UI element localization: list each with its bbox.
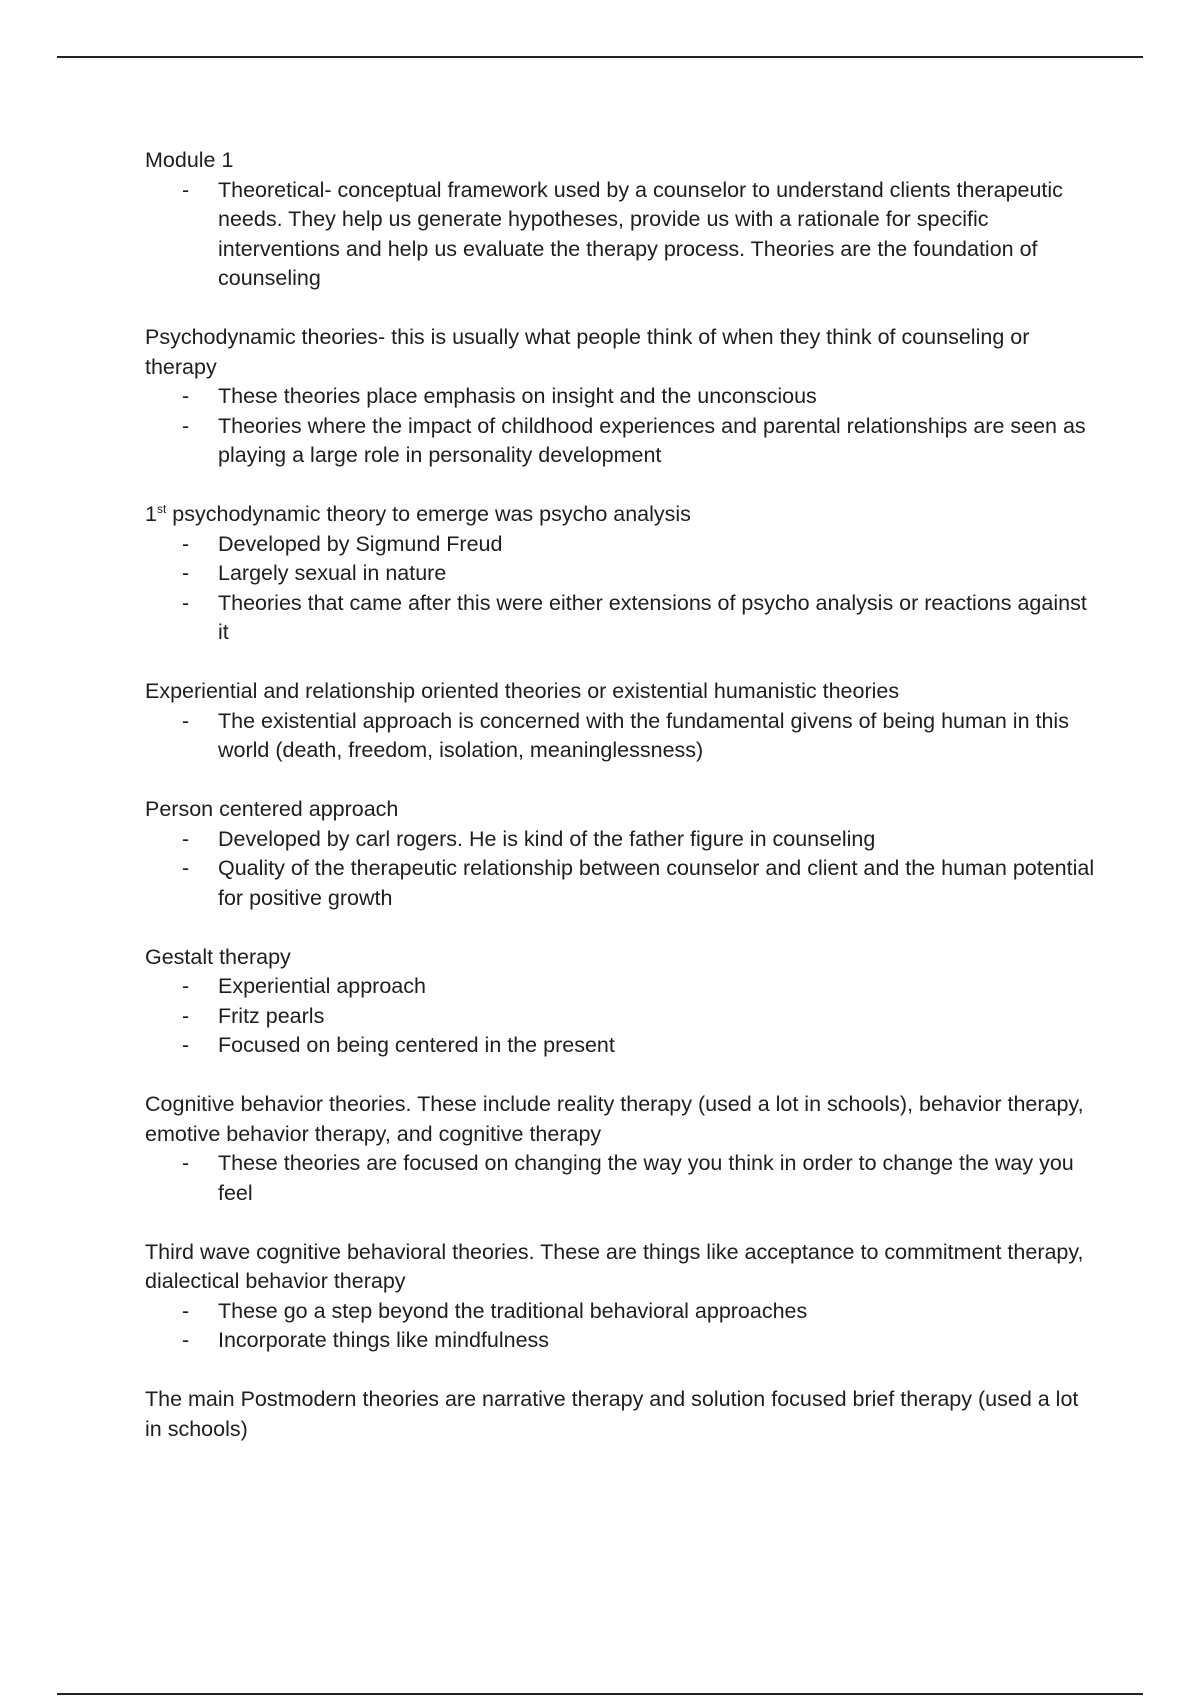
list-item [182, 1149, 1095, 1208]
bullet-list [145, 382, 1095, 471]
section-module-1 [145, 146, 1095, 294]
list-item [182, 854, 1095, 913]
list-item-text: Developed by Sigmund Freud [218, 531, 503, 556]
bullet-list [145, 972, 1095, 1061]
list-item [182, 707, 1095, 766]
list-item [182, 825, 1095, 855]
bullet-dash: - [182, 531, 190, 556]
bullet-dash: - [182, 1328, 190, 1352]
list-item-text: Fritz pearls [218, 1003, 325, 1028]
bullet-dash: - [182, 1151, 190, 1175]
section-heading-text: psychodynamic theory to emerge was psycho analysis [166, 502, 691, 526]
list-item [182, 1326, 1095, 1356]
bullet-dash: - [182, 1298, 190, 1323]
section-experiential [145, 677, 1095, 766]
ordinal-number: 1 [145, 502, 157, 526]
section-heading [145, 500, 1095, 530]
bullet-list [145, 176, 1095, 294]
list-item [182, 1031, 1095, 1061]
section-cognitive-behavior [145, 1090, 1095, 1208]
bullet-dash: - [182, 856, 190, 880]
list-item-text: Theories where the impact of childhood experiences and parental relationships are seen as playing a large role in personality development [218, 413, 1086, 467]
bottom-rule [57, 1693, 1143, 1695]
list-item-text: Theories that came after this were either extensions of psycho analysis or reactions against it [218, 590, 1087, 644]
list-item-text: Developed by carl rogers. He is kind of the father figure in counseling [218, 826, 876, 851]
section-heading: Gestalt therapy [145, 944, 291, 969]
section-heading: The main Postmodern theories are narrative therapy and solution focused brief therapy (used a lot in schools) [145, 1387, 1079, 1441]
list-item-text: The existential approach is concerned with the fundamental givens of being human in this world (death, freedom, isolation, meaninglessness) [218, 708, 1069, 762]
bullet-list [145, 825, 1095, 914]
document-body [145, 146, 1095, 1474]
bullet-list [145, 530, 1095, 648]
list-item [182, 176, 1095, 294]
section-heading: Psychodynamic theories- this is usually what people think of when they think of counseling or therapy [145, 325, 1030, 379]
bullet-dash: - [182, 1003, 190, 1028]
bullet-dash: - [182, 384, 190, 408]
bullet-dash: - [182, 708, 190, 733]
bullet-list [145, 1149, 1095, 1208]
list-item [182, 589, 1095, 648]
bullet-dash: - [182, 413, 190, 438]
section-third-wave [145, 1238, 1095, 1356]
list-item-text: These go a step beyond the traditional behavioral approaches [218, 1298, 808, 1323]
list-item-text: Incorporate things like mindfulness [218, 1328, 550, 1352]
section-heading: Experiential and relationship oriented theories or existential humanistic theories [145, 679, 900, 703]
section-heading: Module 1 [145, 148, 234, 172]
section-postmodern [145, 1385, 1095, 1444]
list-item-text: Theoretical- conceptual framework used by a counselor to understand clients therapeutic needs. They help us generate hypotheses, provide us with a rationale for specific interventions and help us evaluate the therapy process. Theories are the foundation of counseling [218, 177, 1063, 290]
section-heading: Cognitive behavior theories. These include reality therapy (used a lot in schools), behavior therapy, emotive behavior therapy, and cognitive therapy [145, 1092, 1084, 1146]
ordinal-suffix: st [156, 501, 167, 516]
list-item-text: Largely sexual in nature [218, 561, 447, 585]
top-rule [57, 56, 1143, 58]
list-item [182, 1297, 1095, 1327]
bullet-dash: - [182, 826, 190, 851]
list-item [182, 382, 1095, 412]
list-item [182, 972, 1095, 1002]
list-item-text: Quality of the therapeutic relationship between counselor and client and the human potential for positive growth [218, 856, 1095, 910]
section-person-centered [145, 795, 1095, 913]
list-item-text: Focused on being centered in the present [218, 1033, 615, 1057]
section-gestalt [145, 943, 1095, 1061]
list-item [182, 412, 1095, 471]
list-item-text: These theories are focused on changing the way you think in order to change the way you feel [218, 1151, 1074, 1205]
bullet-dash: - [182, 561, 190, 585]
list-item [182, 1002, 1095, 1032]
bullet-list [145, 1297, 1095, 1356]
bullet-dash: - [182, 177, 190, 202]
list-item [182, 559, 1095, 589]
bullet-dash: - [182, 590, 190, 615]
section-psychodynamic [145, 323, 1095, 471]
section-heading: Third wave cognitive behavioral theories. These are things like acceptance to commitment therapy, dialectical behavior therapy [145, 1239, 1084, 1293]
bullet-list [145, 707, 1095, 766]
bullet-dash: - [182, 1033, 190, 1057]
list-item-text: These theories place emphasis on insight and the unconscious [218, 384, 817, 408]
list-item [182, 530, 1095, 560]
bullet-dash: - [182, 974, 190, 998]
section-psycho-analysis [145, 500, 1095, 648]
list-item-text: Experiential approach [218, 974, 426, 998]
section-heading: Person centered approach [145, 797, 399, 821]
